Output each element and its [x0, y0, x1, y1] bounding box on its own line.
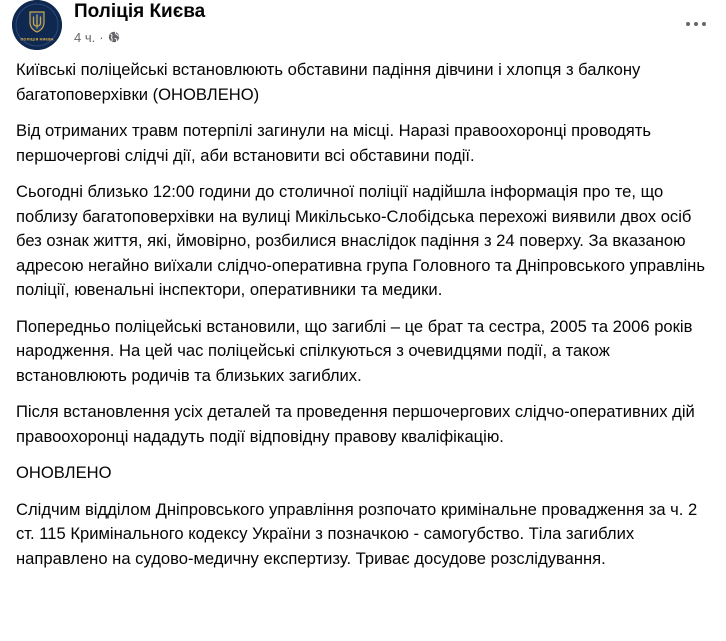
- avatar-emblem-text: ПОЛІЦІЯ КИЄВА: [20, 37, 54, 42]
- more-dot: [702, 22, 706, 26]
- more-dot: [694, 22, 698, 26]
- post-paragraph: Слідчим відділом Дніпровського управління розпочато кримінальне провадження за ч. 2 ст. 115 Кримінального кодексу України з позначкою - самогубство. Тіла загиблих направлено на судово-медичну експертизу. Триває досудове розслідування.: [16, 499, 698, 568]
- meta-separator: ·: [99, 29, 104, 45]
- post-paragraph: Від отриманих травм потерпілі загинули на місці. Наразі правоохоронці проводять першочергові слідчі дії, аби встановити всі обставини події.: [16, 121, 652, 165]
- post-paragraph: Сьогодні близько 12:00 години до столичної поліції надійшла інформація про те, що поблизу багатоповерхівки на вулиці Микільсько-Слобідська перехожі виявили двох осіб без ознак життя, які, ймовірно, розбилися внаслідок падіння з 24 поверху. За вказаною адресою негайно виїхали слідчо-оперативна група Головного та Дніпровського управлінь поліції, ювенальні інспектори, оперативники та медики.: [16, 182, 705, 299]
- page-avatar[interactable]: [12, 0, 62, 50]
- post-header: [12, 0, 714, 50]
- more-dots-icon: [686, 22, 690, 26]
- post-paragraph: Після встановлення усіх деталей та проведення першочергових слідчо-оперативних дій правоохоронці нададуть події відповідну правову кваліфікацію.: [16, 402, 695, 446]
- post-timestamp[interactable]: 4 ч.: [74, 29, 96, 45]
- more-options-button[interactable]: [678, 6, 714, 42]
- globe-icon[interactable]: [108, 31, 120, 43]
- page-name-link[interactable]: Поліція Києва: [74, 1, 206, 22]
- police-emblem-icon: [12, 0, 62, 50]
- post-paragraph: Попередньо поліцейські встановили, що загиблі – це брат та сестра, 2005 та 2006 років народження. На цей час поліцейські спілкуються з очевидцями події, а також встановлюють родичів та близьких загиблих.: [16, 316, 693, 385]
- post-title-paragraph: Київські поліцейські встановлюють обставини падіння дівчини і хлопця з балкону багатоповерхівки (ОНОВЛЕНО): [16, 60, 641, 104]
- update-label: ОНОВЛЕНО: [16, 463, 112, 482]
- post-meta: [74, 28, 120, 46]
- post-text: [16, 58, 716, 583]
